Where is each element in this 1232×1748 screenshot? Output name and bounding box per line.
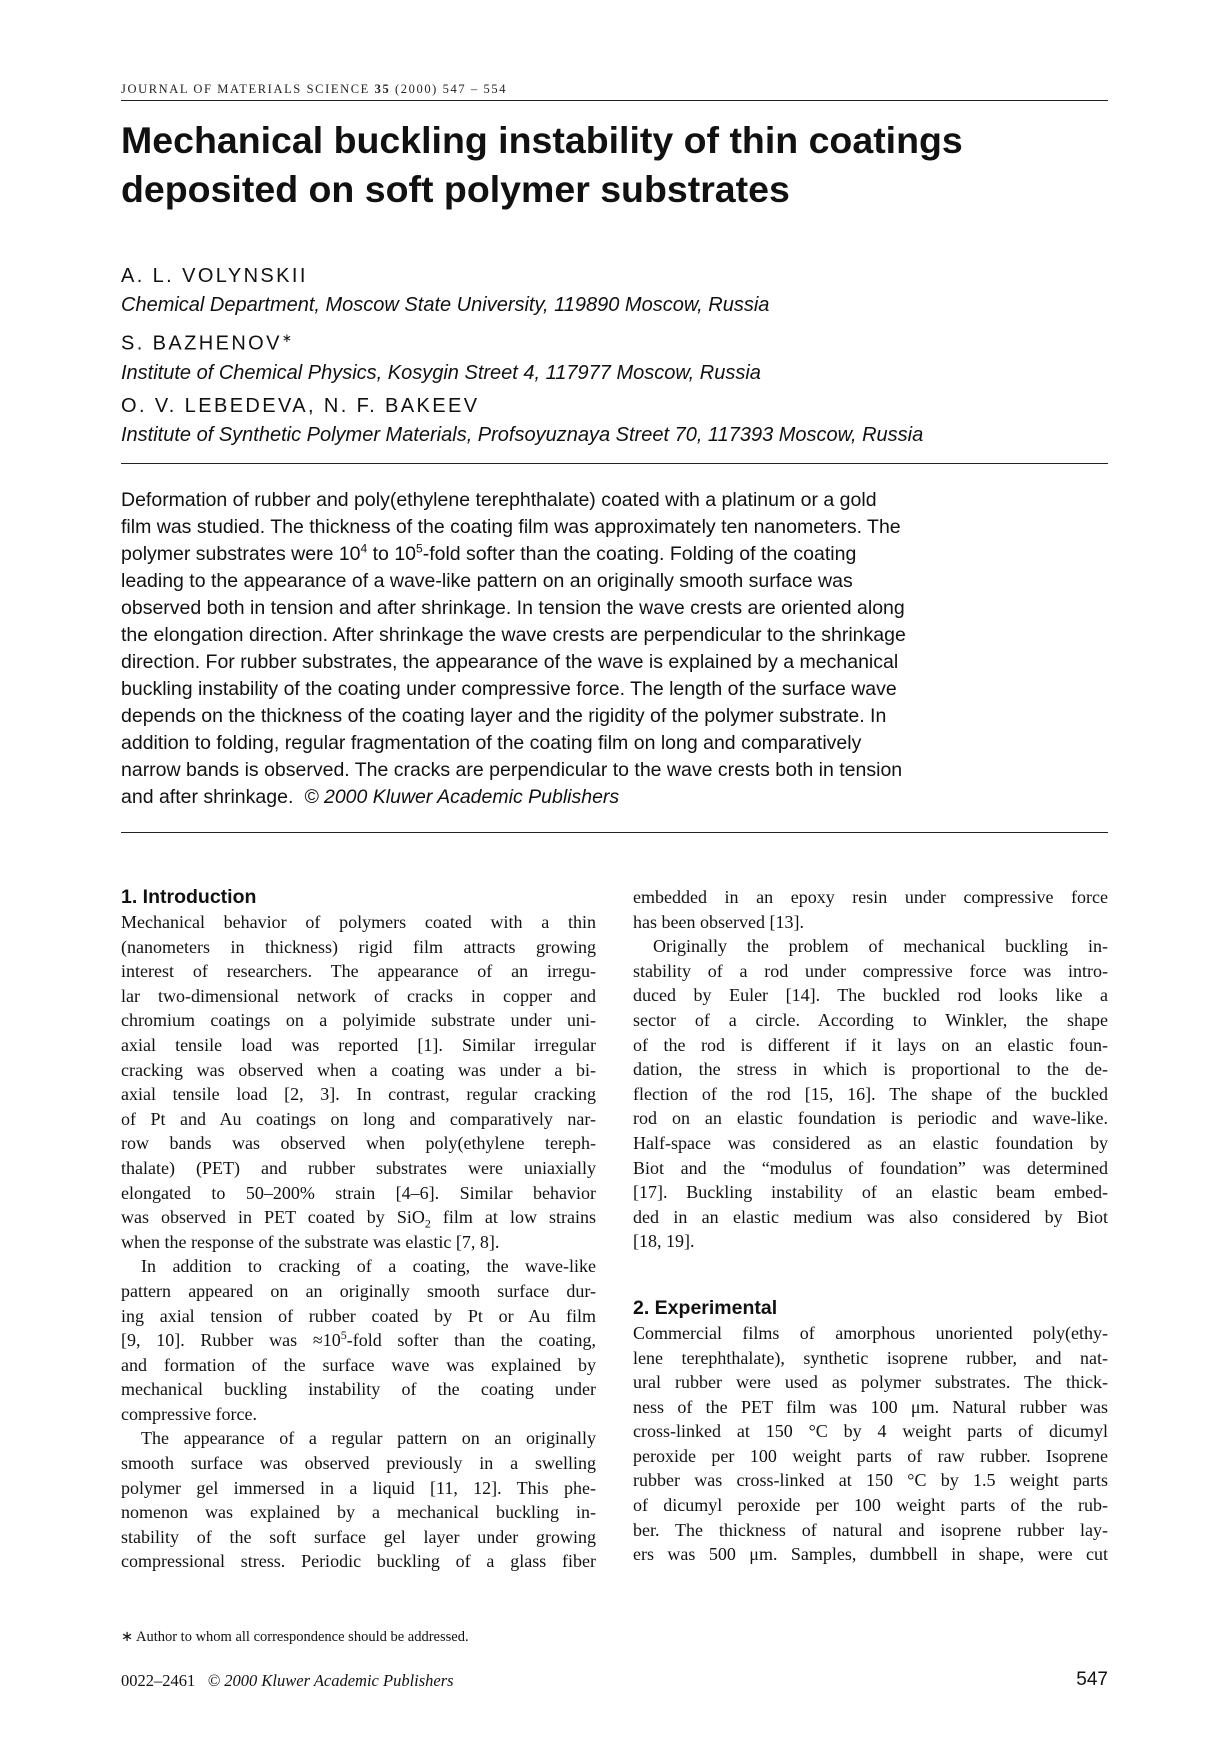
body-line: ness of the PET film was 100 μm. Natural rubber was	[633, 1396, 1108, 1417]
body-line: duced by Euler [14]. The buckled rod looks like a	[633, 985, 1108, 1006]
body-line: stability of the soft surface gel layer under growing	[121, 1526, 596, 1547]
journal-volume: 35	[374, 82, 391, 96]
body-line: chromium coatings on a polyimide substrate under uni-	[121, 1010, 596, 1031]
divider-rule	[121, 832, 1108, 833]
title-line: Mechanical buckling instability of thin coatings	[121, 119, 963, 161]
body-line: axial tensile load was reported [1]. Similar irregular	[121, 1034, 596, 1055]
abstract-line: the elongation direction. After shrinkage the wave crests are perpendicular to the shrinkage	[121, 624, 906, 646]
body-line: pattern appeared on an originally smooth surface dur-	[121, 1280, 596, 1301]
author-name	[121, 324, 1121, 359]
body-line: sector of a circle. According to Winkler, the shape	[633, 1009, 1108, 1030]
journal-header	[121, 82, 1108, 101]
body-line: peroxide per 100 weight parts of raw rubber. Isoprene	[633, 1445, 1108, 1466]
body-line: stability of a rod under compressive force was intro-	[633, 960, 1108, 981]
body-line: In addition to cracking of a coating, the wave-like	[141, 1256, 596, 1277]
section-heading-experimental: 2. Experimental	[633, 1296, 778, 1319]
body-line: elongated to 50–200% strain [4–6]. Similar behavior	[121, 1182, 596, 1203]
abstract-line: Deformation of rubber and poly(ethylene terephthalate) coated with a platinum or a gold	[121, 489, 877, 511]
body-line: of dicumyl peroxide per 100 weight parts of the rub-	[633, 1495, 1108, 1516]
abstract-line: addition to folding, regular fragmentation of the coating film on long and comparatively	[121, 732, 862, 754]
body-line: ers was 500 μm. Samples, dumbbell in shape, were cut	[633, 1544, 1108, 1565]
body-line: thalate) (PET) and rubber substrates were uniaxially	[121, 1157, 596, 1178]
body-line: lar two-dimensional network of cracks in copper and	[121, 985, 596, 1006]
body-line: mechanical buckling instability of the coating under	[121, 1379, 596, 1400]
page-number: 547	[1076, 1669, 1108, 1690]
abstract-line: buckling instability of the coating under compressive force. The length of the surface wave	[121, 678, 897, 700]
body-line: [9, 10]. Rubber was $\approx 10^5$-fold softer than the coating,	[121, 1328, 596, 1351]
body-line: [18, 19].	[633, 1231, 695, 1252]
abstract-line: direction. For rubber substrates, the appearance of the wave is explained by a mechanical	[121, 651, 899, 673]
body-line: interest of researchers. The appearance of an irregu-	[121, 961, 596, 982]
body-line: [17]. Buckling instability of an elastic beam embed-	[633, 1182, 1108, 1203]
abstract-copyright: © 2000 Kluwer Academic Publishers	[304, 786, 620, 808]
body-line: Biot and the “modulus of foundation” was determined	[633, 1157, 1108, 1178]
author-name: A. L. VOLYNSKII	[121, 265, 308, 287]
issn: 0022–2461	[121, 1671, 196, 1690]
abstract-line: polymer substrates were $10^4$ to $10^5$-fold softer than the coating. Folding of the coating	[121, 541, 857, 565]
body-line: Originally the problem of mechanical buckling in-	[653, 936, 1108, 957]
body-line: lene terephthalate), synthetic isoprene rubber, and nat-	[633, 1347, 1108, 1368]
corresponding-author-mark: ∗	[281, 331, 292, 345]
author-affiliation: Institute of Synthetic Polymer Materials, Profsoyuznaya Street 70, 117393 Moscow, Russia	[121, 423, 924, 446]
body-line: flection of the rod [15, 16]. The shape of the buckled	[633, 1083, 1108, 1104]
body-line: nomenon was explained by a mechanical buckling in-	[121, 1502, 596, 1523]
body-line: ural rubber were used as polymer substrates. The thick-	[633, 1372, 1108, 1393]
body-line: dation, the stress in which is proportional to the de-	[633, 1059, 1108, 1080]
body-line: Half-space was considered as an elastic foundation by	[633, 1132, 1108, 1153]
abstract-line: depends on the thickness of the coating layer and the rigidity of the polymer substrate. In	[121, 705, 887, 727]
footnote: ∗ Author to whom all correspondence should be addressed.	[121, 1629, 469, 1645]
body-line: (nanometers in thickness) rigid film attracts growing	[121, 936, 596, 957]
abstract-line: observed both in tension and after shrinkage. In tension the wave crests are oriented along	[121, 597, 905, 619]
body-line: has been observed [13].	[633, 911, 804, 932]
footer-copyright: © 2000 Kluwer Academic Publishers	[207, 1671, 454, 1690]
title-line: deposited on soft polymer substrates	[121, 168, 790, 210]
right-column	[633, 885, 1108, 1567]
divider-rule	[121, 463, 1108, 464]
journal-name: JOURNAL OF MATERIALS SCIENCE	[121, 82, 375, 96]
body-line: Commercial films of amorphous unoriented poly(ethy-	[633, 1322, 1108, 1343]
body-line: of Pt and Au coatings on long and comparatively nar-	[121, 1108, 596, 1129]
body-line: cross-linked at 150 °C by 4 weight parts of dicumyl	[633, 1421, 1108, 1442]
body-line: ded in an elastic medium was also considered by Biot	[633, 1206, 1108, 1227]
section-gap	[633, 1254, 1108, 1296]
body-line: compressive force.	[121, 1403, 257, 1424]
body-line: The appearance of a regular pattern on an originally	[141, 1428, 596, 1449]
body-line: ber. The thickness of natural and isoprene rubber lay-	[633, 1519, 1108, 1540]
author-name: O. V. LEBEDEVA, N. F. BAKEEV	[121, 394, 480, 417]
body-line: compressional stress. Periodic buckling of a glass fiber	[121, 1551, 596, 1572]
body-line: cracking was observed when a coating was under a bi-	[121, 1059, 596, 1080]
author-block	[121, 262, 1121, 454]
body-line: and formation of the surface wave was explained by	[121, 1354, 596, 1375]
body-line: when the response of the substrate was elastic [7, 8].	[121, 1231, 500, 1252]
author-affiliation: Chemical Department, Moscow State University, 119890 Moscow, Russia	[121, 294, 770, 316]
abstract-line: and after shrinkage. © 2000 Kluwer Academic Publishers	[121, 786, 620, 808]
body-line: row bands was observed when poly(ethylene tereph-	[121, 1133, 596, 1154]
author-name-text: S. BAZHENOV	[121, 332, 282, 355]
body-line: ing axial tension of rubber coated by Pt or Au film	[121, 1305, 596, 1326]
section-heading-introduction: 1. Introduction	[121, 886, 257, 908]
abstract	[121, 487, 1111, 811]
abstract-line: film was studied. The thickness of the coating film was approximately ten nanometers. The	[121, 516, 901, 538]
journal-pages: (2000) 547 – 554	[390, 82, 508, 96]
body-line: axial tensile load [2, 3]. In contrast, regular cracking	[121, 1084, 596, 1105]
abstract-line: narrow bands is observed. The cracks are perpendicular to the wave crests both in tension	[121, 759, 903, 781]
author-affiliation: Institute of Chemical Physics, Kosygin Street 4, 117977 Moscow, Russia	[121, 361, 761, 384]
left-column	[121, 885, 596, 1574]
body-line: embedded in an epoxy resin under compressive force	[633, 887, 1108, 907]
footer-issn-line	[121, 1671, 454, 1691]
body-line: rod on an elastic foundation is periodic and wave-like.	[633, 1108, 1108, 1129]
abstract-line: leading to the appearance of a wave-like pattern on an originally smooth surface was	[121, 570, 853, 592]
body-line: rubber was cross-linked at 150 °C by 1.5 weight parts	[633, 1470, 1108, 1491]
body-line: smooth surface was observed previously in a swelling	[121, 1453, 596, 1474]
body-line: of the rod is different if it lays on an elastic foun-	[633, 1034, 1108, 1055]
body-line: polymer gel immersed in a liquid [11, 12]. This phe-	[121, 1477, 596, 1498]
paper-title	[121, 116, 1111, 214]
body-line: Mechanical behavior of polymers coated with a thin	[121, 912, 596, 932]
body-line: was observed in PET coated by SiO$_2$ film at low strains	[121, 1207, 596, 1231]
